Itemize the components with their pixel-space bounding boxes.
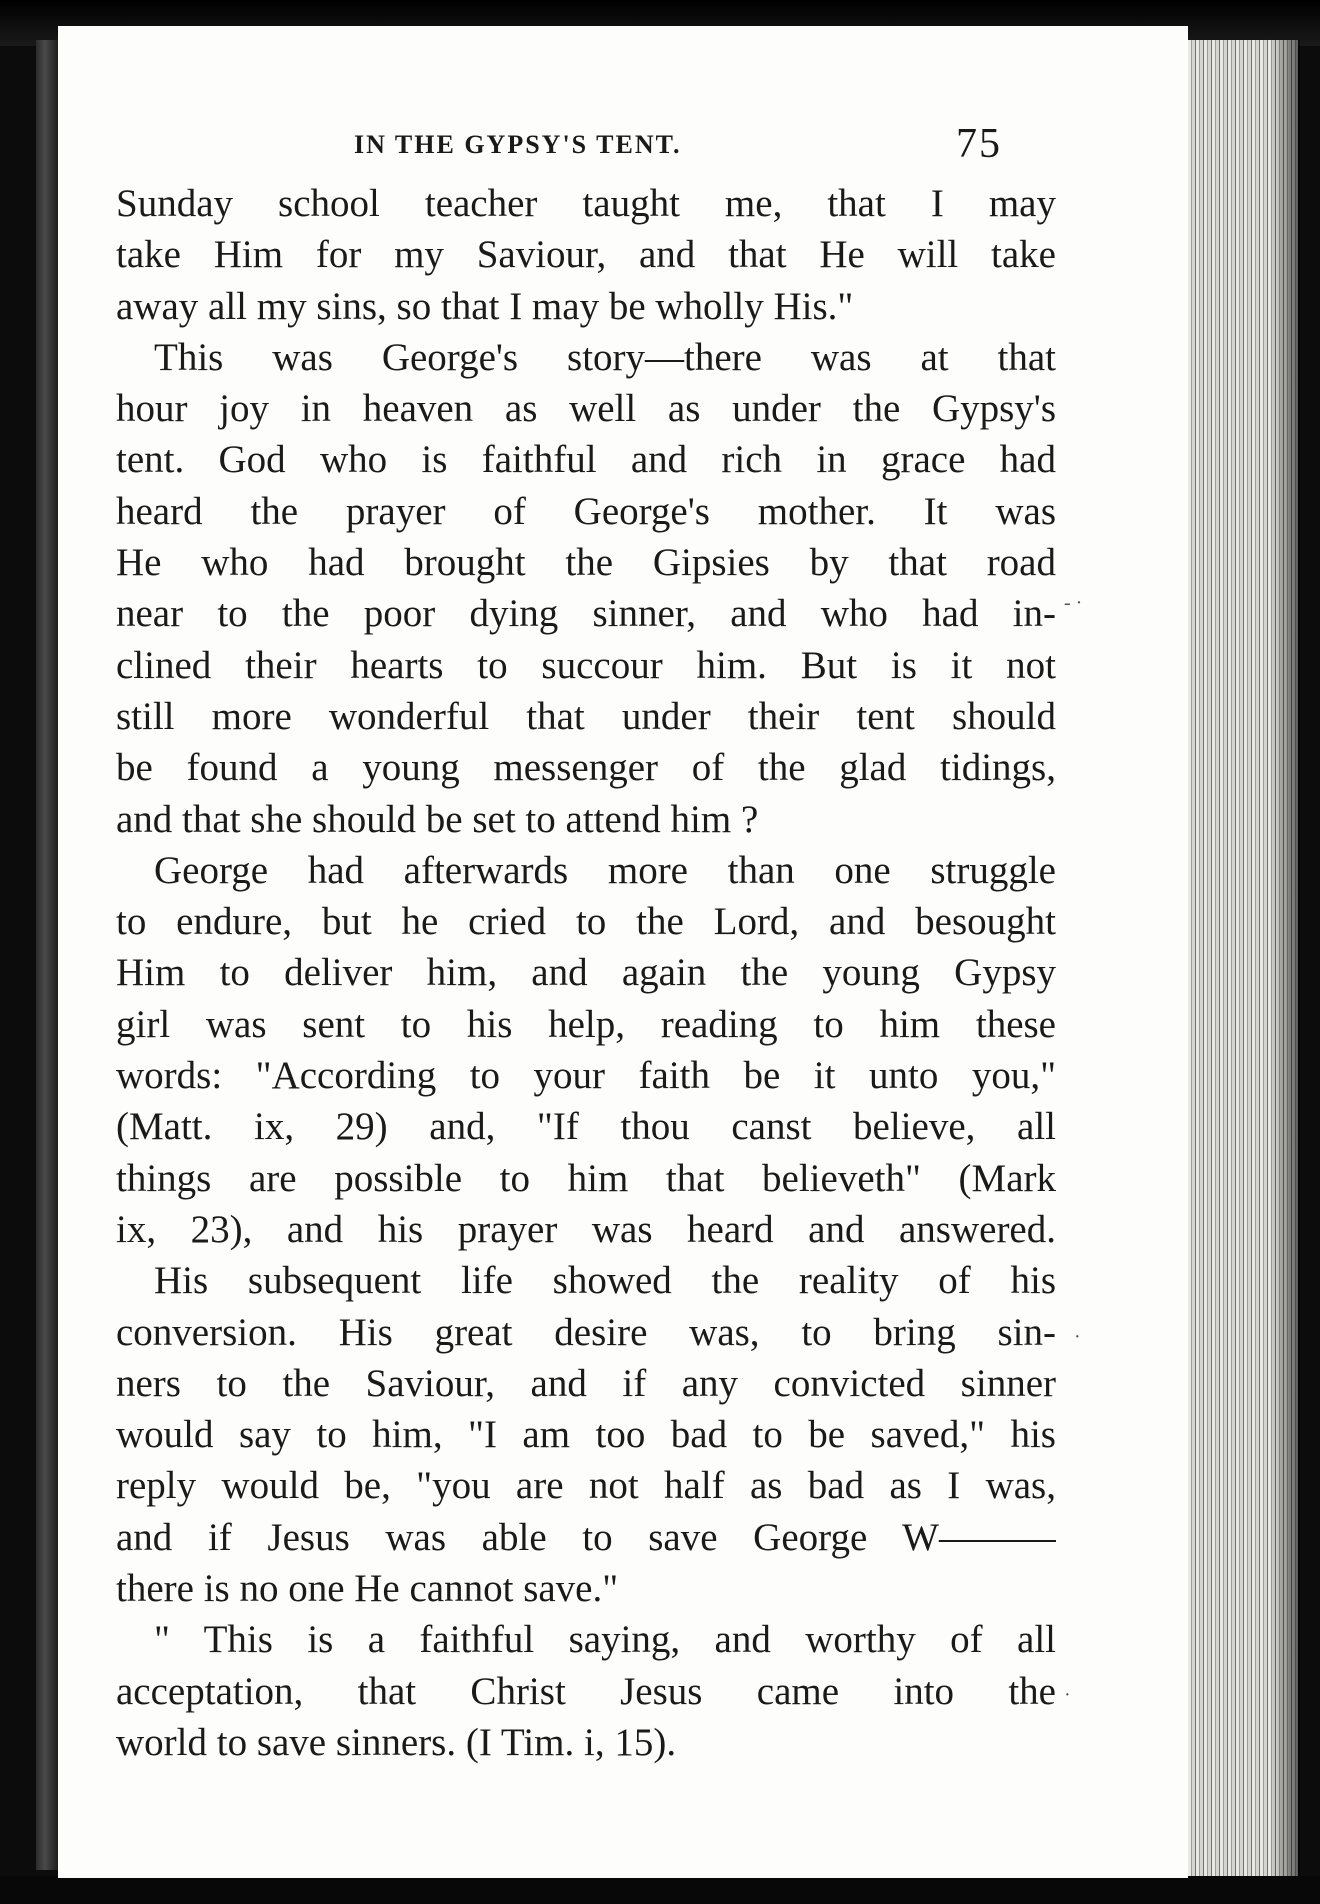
text-line: acceptation, that Christ Jesus came into the	[116, 1669, 1056, 1713]
text-line: heard the prayer of George's mother. It was	[116, 489, 1056, 533]
running-head: IN THE GYPSY'S TENT.	[354, 130, 682, 159]
text-line: words: "According to your faith be it unto you,"	[116, 1054, 1056, 1098]
text-line: ners to the Saviour, and if any convicted sinner	[116, 1361, 1056, 1405]
text-line: to endure, but he cried to the Lord, and besought	[116, 900, 1056, 944]
text-line: conversion. His great desire was, to bring sin-	[116, 1310, 1056, 1354]
text-line: tent. God who is faithful and rich in grace had	[116, 438, 1056, 482]
fore-edge-shadow	[1270, 40, 1300, 1880]
text-line: world to save sinners. (I Tim. i, 15).	[116, 1720, 677, 1764]
text-line: clined their hearts to succour him. But is it not	[116, 643, 1056, 687]
text-line: and if Jesus was able to save George W———	[116, 1515, 1056, 1559]
text-line: there is no one He cannot save."	[116, 1567, 619, 1611]
page-header	[58, 102, 1188, 167]
text-line: things are possible to him that believeth" (Mark	[116, 1156, 1056, 1200]
stray-speck: ·	[1064, 1684, 1071, 1706]
scan-bottom-shadow	[0, 1876, 1320, 1904]
page-number: 75	[956, 121, 1002, 167]
text-line: His subsequent life showed the reality of his	[154, 1259, 1056, 1303]
body-text	[116, 178, 1056, 1768]
text-line: (Matt. ix, 29) and, "If thou canst believe, all	[116, 1105, 1056, 1149]
text-line: hour joy in heaven as well as under the Gypsy's	[116, 387, 1056, 431]
text-line: reply would be, "you are not half as bad as I was,	[116, 1464, 1056, 1508]
text-line: still more wonderful that under their tent should	[116, 694, 1056, 738]
text-line: " This is a faithful saying, and worthy of all	[154, 1618, 1056, 1662]
text-line: He who had brought the Gipsies by that road	[116, 541, 1056, 585]
text-line: ix, 23), and his prayer was heard and answered.	[116, 1207, 1056, 1251]
text-line: girl was sent to his help, reading to him these	[116, 1002, 1056, 1046]
text-line: Sunday school teacher taught me, that I may	[116, 182, 1056, 225]
text-line: take Him for my Saviour, and that He will take	[116, 233, 1056, 277]
stray-speck: - ·	[1064, 592, 1083, 614]
text-line: George had afterwards more than one struggle	[154, 848, 1056, 892]
text-line: Him to deliver him, and again the young Gypsy	[116, 951, 1056, 995]
gutter-edge	[36, 40, 58, 1870]
text-line: and that she should be set to attend him ?	[116, 797, 759, 841]
text-line: be found a young messenger of the glad tidings,	[116, 746, 1056, 790]
stray-speck: ·	[1074, 1326, 1081, 1348]
text-line: near to the poor dying sinner, and who had in-	[116, 592, 1056, 636]
text-line: This was George's story—there was at that	[154, 335, 1056, 379]
text-line: away all my sins, so that I may be wholly His."	[116, 284, 854, 328]
text-line: would say to him, "I am too bad to be saved," his	[116, 1413, 1056, 1457]
book-page	[58, 26, 1188, 1878]
